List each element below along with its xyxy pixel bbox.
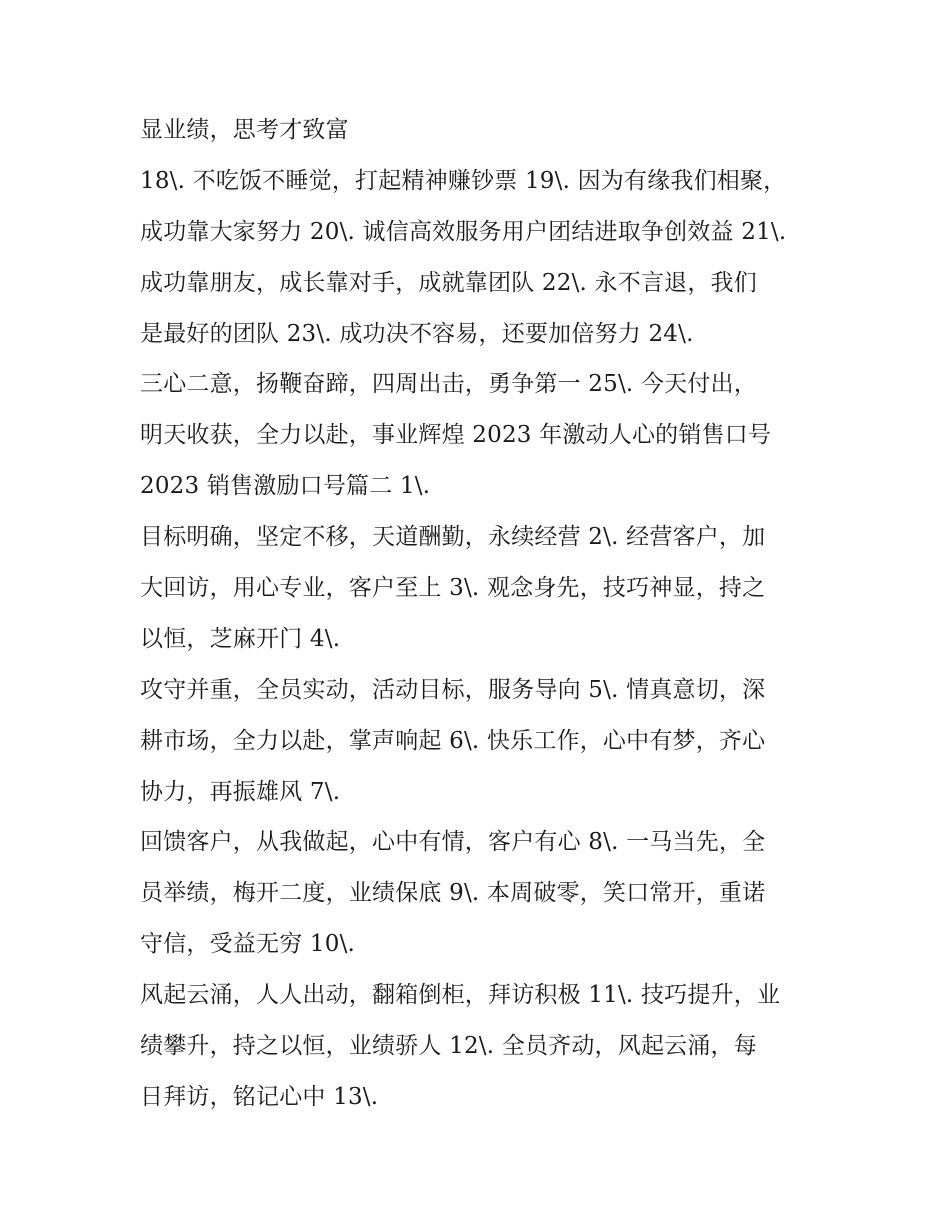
text-line: 绩攀升，持之以恒，业绩骄人 12\. 全员齐动，风起云涌，每 [140, 1033, 757, 1060]
text-line: 目标明确，坚定不移，天道酬勤，永续经营 2\. 经营客户，加 [140, 524, 766, 551]
text-line: 攻守并重，全员实动，活动目标，服务导向 5\. 情真意切，深 [140, 676, 766, 703]
text-line: 回馈客户，从我做起，心中有情，客户有心 8\. 一马当先，全 [140, 829, 766, 856]
text-line: 以恒，芝麻开门 4\. [140, 625, 341, 652]
text-line: 大回访，用心专业，客户至上 3\. 观念身先，技巧神显，持之 [140, 575, 766, 602]
text-line: 耕市场，全力以赴，掌声响起 6\. 快乐工作，心中有梦，齐心 [140, 727, 766, 754]
text-line: 日拜访，铭记心中 13\. [140, 1083, 379, 1110]
text-line: 成功靠大家努力 20\. 诚信高效服务用户团结进取争创效益 21\. [140, 218, 787, 245]
text-line: 风起云涌，人人出动，翻箱倒柜，拜访积极 11\. 技巧提升，业 [140, 982, 781, 1009]
text-line: 是最好的团队 23\. 成功决不容易，还要加倍努力 24\. [140, 320, 694, 347]
text-line: 守信，受益无穷 10\. [140, 931, 356, 958]
text-line: 成功靠朋友，成长靠对手，成就靠团队 22\. 永不言退，我们 [140, 269, 757, 296]
text-line: 2023 销售激励口号篇二 1\. [140, 473, 431, 500]
text-line: 协力，再振雄风 7\. [140, 778, 341, 805]
text-line: 显业绩，思考才致富 [140, 117, 349, 143]
body-text [140, 107, 830, 1125]
text-line: 明天收获，全力以赴，事业辉煌 2023 年激动人心的销售口号 [140, 422, 772, 449]
text-line: 三心二意，扬鞭奋蹄，四周出击，勇争第一 25\. 今天付出， [140, 371, 757, 398]
text-line: 18\. 不吃饭不睡觉，打起精神赚钞票 19\. 因为有缘我们相聚， [140, 167, 787, 194]
text-line: 员举绩，梅开二度，业绩保底 9\. 本周破零，笑口常开，重诺 [140, 880, 766, 907]
